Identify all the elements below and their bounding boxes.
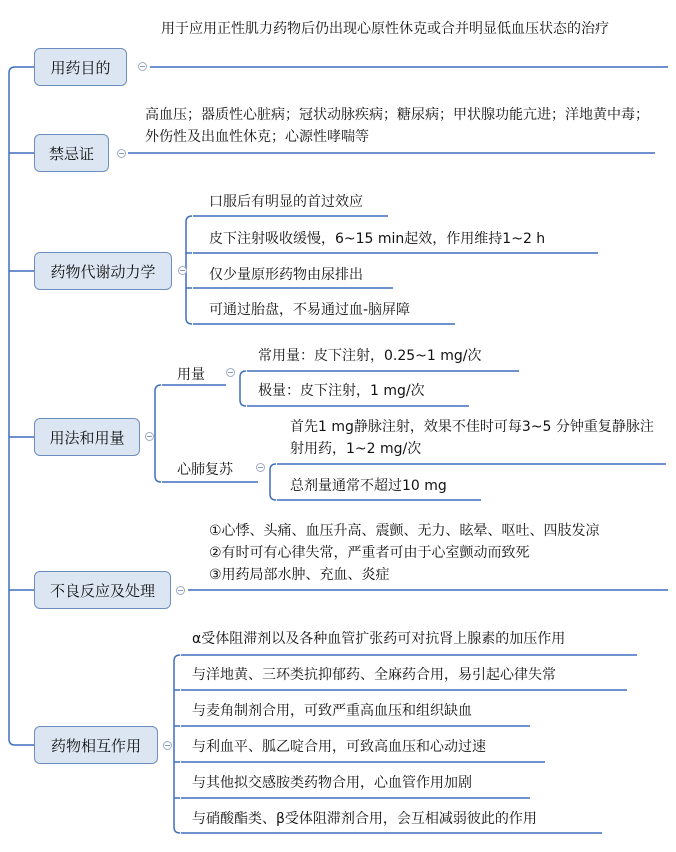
trunk-line <box>9 67 15 745</box>
leaf-item: ②有时可有心律失常，严重者可由于心室颤动而致死 <box>209 545 530 561</box>
collapse-toggle-icon[interactable] <box>145 432 154 441</box>
topic-node-contraindications[interactable] <box>34 134 109 172</box>
topic-label: 用法和用量 <box>49 428 125 447</box>
subtopic-cpr[interactable]: 心肺复苏 <box>177 462 233 478</box>
leaf-item: ①心悸、头痛、血压升高、震颤、无力、眩晕、呕吐、四肢发凉 <box>209 523 600 539</box>
leaf-item: α受体阻滞剂以及各种血管扩张药可对抗肾上腺素的加压作用 <box>192 631 566 647</box>
topic-label: 药物代谢动力学 <box>50 262 156 281</box>
leaf-item: 与硝酸酯类、β受体阻滞剂合用，会互相减弱彼此的作用 <box>192 811 537 827</box>
collapse-toggle-icon[interactable] <box>117 149 126 158</box>
topic-node-interactions[interactable] <box>34 726 158 764</box>
leaf-item: 与麦角制剂合用，可致严重高血压和组织缺血 <box>192 703 472 719</box>
topic-node-adverse-reactions[interactable] <box>34 571 171 609</box>
leaf-purpose-text: 用于应用正性肌力药物后仍出现心原性休克或合并明显低血压状态的治疗 <box>161 21 609 37</box>
topic-node-pharmacokinetics[interactable] <box>34 252 172 290</box>
leaf-item: 首先1 mg静脉注射，效果不佳时可每3~5 分钟重复静脉注射用药，1~2 mg/次 <box>290 419 654 457</box>
branch-bracket <box>240 371 246 406</box>
collapse-toggle-icon[interactable] <box>163 741 172 750</box>
leaf-contraindications-text: 高血压；器质性心脏病；冠状动脉疾病；糖尿病；甲状腺功能亢进；洋地黄中毒；外伤性及出血性休克；心源性哮喘等 <box>145 107 649 145</box>
leaf-item: 皮下注射吸收缓慢，6~15 min起效，作用维持1~2 h <box>209 231 546 247</box>
topic-label: 药物相互作用 <box>50 736 141 755</box>
leaf-item: 极量：皮下注射，1 mg/次 <box>258 383 425 399</box>
leaf-item: 与洋地黄、三环类抗抑郁药、全麻药合用，易引起心律失常 <box>192 667 556 683</box>
collapse-toggle-icon[interactable] <box>256 463 265 472</box>
branch-bracket <box>270 464 276 500</box>
collapse-toggle-icon[interactable] <box>226 368 235 377</box>
topic-label: 用药目的 <box>50 58 111 77</box>
leaf-item: 总剂量通常不超过10 mg <box>290 478 447 494</box>
collapse-toggle-icon[interactable] <box>138 62 147 71</box>
leaf-item: 与利血平、胍乙啶合用，可致高血压和心动过速 <box>192 739 486 755</box>
leaf-item: 常用量：皮下注射，0.25~1 mg/次 <box>258 348 482 364</box>
topic-node-dosage[interactable] <box>34 418 140 456</box>
collapse-toggle-icon[interactable] <box>178 266 187 275</box>
leaf-item: 可通过胎盘，不易通过血-脑屏障 <box>209 302 411 318</box>
branch-bracket <box>174 655 180 833</box>
subtopic-dosage[interactable]: 用量 <box>177 367 205 383</box>
topic-node-purpose[interactable] <box>34 48 127 86</box>
leaf-item: 仅少量原形药物由尿排出 <box>209 267 363 283</box>
topic-label: 禁忌证 <box>48 144 94 163</box>
leaf-item: 口服后有明显的首过效应 <box>209 194 363 210</box>
collapse-toggle-icon[interactable] <box>176 586 185 595</box>
branch-bracket <box>155 385 161 482</box>
topic-label: 不良反应及处理 <box>49 581 155 600</box>
leaf-item: ③用药局部水肿、充血、炎症 <box>209 567 390 583</box>
leaf-item: 与其他拟交感胺类药物合用，心血管作用加剧 <box>192 775 472 791</box>
